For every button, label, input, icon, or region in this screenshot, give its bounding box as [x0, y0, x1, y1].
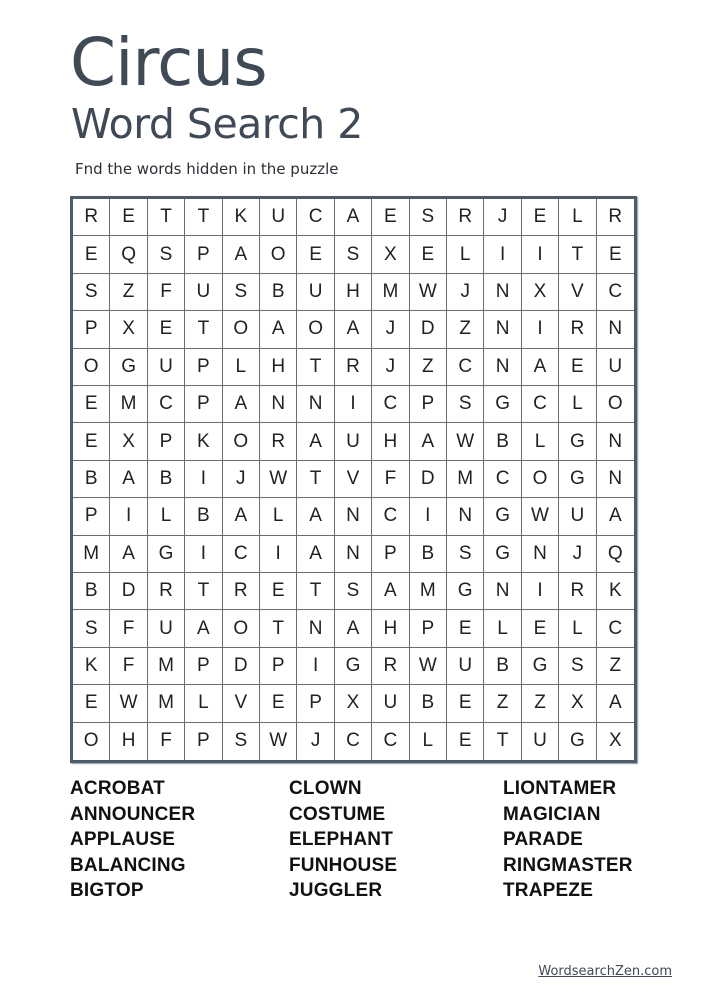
grid-cell: K — [73, 648, 110, 685]
grid-cell: T — [484, 723, 521, 760]
word-item: ANNOUNCER — [70, 803, 196, 825]
grid-cell: R — [372, 648, 409, 685]
grid-cell: S — [223, 274, 260, 311]
grid-cell: O — [223, 311, 260, 348]
grid-cell: E — [73, 685, 110, 722]
grid-cell: E — [447, 723, 484, 760]
grid-cell: W — [410, 648, 447, 685]
grid-cell: S — [73, 274, 110, 311]
grid-cell: K — [185, 423, 222, 460]
grid-cell: L — [447, 236, 484, 273]
grid-cell: L — [484, 610, 521, 647]
grid-cell: G — [335, 648, 372, 685]
grid-cell: L — [185, 685, 222, 722]
grid-cell: L — [559, 386, 596, 423]
grid-cell: P — [372, 536, 409, 573]
word-item: APPLAUSE — [70, 829, 176, 850]
grid-cell: N — [522, 536, 559, 573]
page-title: Circus — [70, 24, 267, 101]
grid-cell: J — [372, 311, 409, 348]
grid-cell: R — [223, 573, 260, 610]
grid-cell: E — [73, 236, 110, 273]
grid-cell: S — [148, 236, 185, 273]
grid-cell: I — [410, 498, 447, 535]
grid-cell: B — [73, 461, 110, 498]
instructions-text: Fnd the words hidden in the puzzle — [75, 160, 339, 178]
grid-cell: X — [110, 423, 147, 460]
grid-cell: J — [297, 723, 334, 760]
grid-cell: J — [223, 461, 260, 498]
grid-cell: X — [608, 730, 622, 752]
grid-cell: O — [223, 610, 260, 647]
grid-cell: A — [223, 386, 260, 423]
grid-cell: I — [185, 461, 222, 498]
grid-cell: A — [223, 498, 260, 535]
grid-cell: A — [335, 610, 372, 647]
word-item: ELEPHANT — [289, 829, 393, 850]
grid-cell: T — [297, 461, 334, 498]
grid-cell: L — [559, 199, 596, 236]
grid-cell: A — [597, 685, 634, 722]
grid-cell: T — [260, 610, 297, 647]
grid-cell: N — [597, 423, 634, 460]
grid-cell: P — [185, 236, 222, 273]
grid-cell: I — [484, 236, 521, 273]
grid-cell: Z — [410, 349, 447, 386]
grid-cell: W — [110, 685, 147, 722]
grid-cell: L — [260, 498, 297, 535]
word-item: FUNHOUSE — [289, 854, 398, 876]
grid-cell: F — [110, 648, 147, 685]
grid-cell: Z — [110, 274, 147, 311]
grid-cell: R — [335, 349, 372, 386]
grid-cell: A — [335, 311, 372, 348]
grid-cell: I — [522, 311, 559, 348]
grid-cell: U — [447, 648, 484, 685]
grid-cell: O — [297, 311, 334, 348]
page-subtitle: Word Search 2 — [71, 100, 363, 148]
grid-cell: Z — [522, 685, 559, 722]
grid-cell: Z — [484, 685, 521, 722]
grid-cell: O — [260, 236, 297, 273]
grid-cell: I — [297, 648, 334, 685]
grid-cell: A — [522, 349, 559, 386]
grid-cell: O — [597, 386, 634, 423]
word-item: MAGICIAN — [503, 803, 601, 825]
grid-cell: G — [148, 536, 185, 573]
puzzle-grid-frame — [70, 196, 637, 763]
grid-cell: R — [73, 199, 110, 236]
grid-cell: H — [372, 610, 409, 647]
grid-cell: G — [559, 423, 596, 460]
grid-cell: I — [522, 573, 559, 610]
grid-cell: U — [597, 349, 634, 386]
grid-cell: Z — [447, 311, 484, 348]
grid-cell: U — [372, 685, 409, 722]
grid-cell: H — [110, 723, 147, 760]
word-item: BALANCING — [70, 854, 186, 876]
grid-cell: L — [410, 723, 447, 760]
grid-cell: U — [522, 723, 559, 760]
grid-cell: F — [110, 610, 147, 647]
grid-cell: J — [447, 274, 484, 311]
grid-cell: T — [297, 573, 334, 610]
grid-cell: T — [185, 199, 222, 236]
grid-cell: G — [522, 648, 559, 685]
grid-cell: E — [447, 685, 484, 722]
grid-cell: E — [522, 199, 559, 236]
grid-cell: X — [335, 685, 372, 722]
grid-cell: G — [484, 386, 521, 423]
grid-cell: L — [522, 423, 559, 460]
grid-cell: A — [185, 610, 222, 647]
grid-cell: G — [484, 498, 521, 535]
word-list-column-3 — [503, 776, 633, 904]
grid-cell: B — [410, 536, 447, 573]
grid-cell: E — [148, 311, 185, 348]
grid-cell: W — [410, 274, 447, 311]
grid-cell: B — [410, 685, 447, 722]
word-item: ACROBAT — [70, 778, 165, 799]
grid-cell: A — [335, 199, 372, 236]
grid-cell: R — [447, 199, 484, 236]
grid-cell: F — [372, 461, 409, 498]
puzzle-grid — [73, 199, 634, 760]
grid-cell: T — [185, 311, 222, 348]
grid-cell: N — [297, 386, 334, 423]
grid-cell: E — [522, 610, 559, 647]
grid-cell: P — [185, 648, 222, 685]
grid-cell: B — [484, 648, 521, 685]
grid-cell: N — [484, 274, 521, 311]
word-item: RINGMASTER — [503, 854, 633, 876]
grid-cell: G — [484, 536, 521, 573]
word-item: PARADE — [503, 829, 584, 850]
grid-cell: E — [597, 236, 634, 273]
grid-cell: A — [597, 498, 634, 535]
grid-cell: E — [260, 573, 297, 610]
grid-cell: O — [73, 349, 110, 386]
grid-cell: E — [73, 386, 110, 423]
grid-cell: U — [260, 199, 297, 236]
grid-cell: A — [110, 461, 147, 498]
grid-cell: S — [73, 610, 110, 647]
grid-cell: V — [335, 461, 372, 498]
grid-cell: B — [185, 498, 222, 535]
grid-cell: D — [223, 648, 260, 685]
grid-cell: G — [559, 461, 596, 498]
grid-cell: C — [522, 386, 559, 423]
grid-cell: R — [148, 573, 185, 610]
grid-cell: E — [410, 236, 447, 273]
grid-cell: W — [260, 723, 297, 760]
grid-cell: B — [148, 461, 185, 498]
grid-cell: N — [484, 349, 521, 386]
grid-cell: E — [372, 199, 409, 236]
grid-cell: N — [335, 498, 372, 535]
grid-cell: N — [335, 536, 372, 573]
grid-cell: P — [73, 311, 110, 348]
grid-cell: P — [73, 498, 110, 535]
grid-cell: A — [372, 573, 409, 610]
word-item: BIGTOP — [70, 880, 144, 901]
grid-cell: M — [148, 685, 185, 722]
grid-cell: Q — [597, 536, 634, 573]
grid-cell: F — [148, 274, 185, 311]
grid-cell: C — [447, 349, 484, 386]
grid-cell: F — [148, 723, 185, 760]
grid-cell: P — [410, 386, 447, 423]
grid-cell: S — [447, 386, 484, 423]
grid-cell: U — [185, 274, 222, 311]
grid-cell: S — [223, 723, 260, 760]
grid-cell: N — [447, 498, 484, 535]
grid-cell: X — [110, 311, 147, 348]
grid-cell: X — [522, 274, 559, 311]
word-item: LIONTAMER — [503, 778, 617, 799]
grid-cell: C — [297, 199, 334, 236]
grid-cell: T — [297, 349, 334, 386]
grid-cell: M — [410, 573, 447, 610]
grid-cell: B — [73, 573, 110, 610]
grid-cell: T — [185, 573, 222, 610]
grid-cell: W — [260, 461, 297, 498]
grid-cell: A — [260, 311, 297, 348]
grid-cell: M — [447, 461, 484, 498]
grid-cell: C — [597, 274, 634, 311]
grid-cell: C — [372, 723, 409, 760]
grid-cell: B — [484, 423, 521, 460]
grid-cell: I — [185, 536, 222, 573]
grid-cell: U — [148, 349, 185, 386]
grid-cell: D — [410, 311, 447, 348]
grid-cell: B — [260, 274, 297, 311]
grid-cell: W — [522, 498, 559, 535]
grid-cell: O — [73, 723, 110, 760]
grid-cell: P — [185, 386, 222, 423]
grid-cell: O — [522, 461, 559, 498]
grid-cell: A — [297, 536, 334, 573]
grid-cell: C — [223, 536, 260, 573]
grid-cell: S — [335, 573, 372, 610]
grid-cell: P — [410, 610, 447, 647]
grid-cell: O — [223, 423, 260, 460]
grid-cell: M — [372, 274, 409, 311]
grid-cell: C — [597, 610, 634, 647]
word-item: TRAPEZE — [503, 880, 594, 901]
grid-cell: G — [559, 723, 596, 760]
grid-cell: C — [484, 461, 521, 498]
grid-cell: A — [297, 498, 334, 535]
word-list — [0, 776, 707, 906]
grid-cell: N — [597, 461, 634, 498]
grid-cell: S — [335, 236, 372, 273]
grid-cell: C — [372, 498, 409, 535]
grid-cell: G — [110, 349, 147, 386]
grid-cell: R — [559, 311, 596, 348]
grid-cell: P — [185, 723, 222, 760]
grid-cell: N — [484, 573, 521, 610]
grid-cell: H — [260, 349, 297, 386]
word-item: CLOWN — [289, 778, 362, 799]
grid-cell: E — [260, 685, 297, 722]
grid-cell: R — [559, 573, 596, 610]
grid-cell: E — [297, 236, 334, 273]
grid-cell: Z — [597, 648, 634, 685]
grid-cell: U — [148, 610, 185, 647]
grid-cell: E — [73, 423, 110, 460]
grid-cell: I — [260, 536, 297, 573]
word-list-column-2 — [289, 776, 397, 904]
grid-cell: A — [223, 236, 260, 273]
word-list-column-1 — [70, 776, 195, 904]
grid-cell: U — [559, 498, 596, 535]
grid-cell: A — [297, 423, 334, 460]
grid-cell: S — [410, 199, 447, 236]
grid-cell: E — [110, 199, 147, 236]
grid-cell: I — [335, 386, 372, 423]
grid-cell: T — [559, 236, 596, 273]
grid-cell: E — [559, 349, 596, 386]
grid-cell: T — [148, 199, 185, 236]
grid-cell: M — [110, 386, 147, 423]
grid-cell: V — [559, 274, 596, 311]
grid-cell: J — [372, 349, 409, 386]
grid-cell: P — [260, 648, 297, 685]
grid-cell: N — [597, 311, 634, 348]
grid-cell: N — [484, 311, 521, 348]
grid-cell: R — [260, 423, 297, 460]
grid-cell: P — [148, 423, 185, 460]
grid-cell: X — [559, 685, 596, 722]
grid-cell: X — [372, 236, 409, 273]
grid-cell: K — [597, 573, 634, 610]
grid-cell: E — [447, 610, 484, 647]
grid-cell: S — [559, 648, 596, 685]
grid-cell: Q — [110, 236, 147, 273]
grid-cell: K — [223, 199, 260, 236]
grid-cell: D — [410, 461, 447, 498]
grid-cell: A — [110, 536, 147, 573]
grid-cell: G — [447, 573, 484, 610]
grid-cell: P — [185, 349, 222, 386]
website-link[interactable]: WordsearchZen.com — [538, 964, 672, 979]
grid-cell: H — [335, 274, 372, 311]
grid-cell: M — [148, 648, 185, 685]
grid-cell: N — [297, 610, 334, 647]
grid-cell: C — [335, 723, 372, 760]
grid-cell: I — [110, 498, 147, 535]
grid-cell: N — [260, 386, 297, 423]
grid-cell: U — [335, 423, 372, 460]
grid-cell: S — [447, 536, 484, 573]
grid-cell: A — [410, 423, 447, 460]
grid-cell: P — [297, 685, 334, 722]
grid-cell: L — [223, 349, 260, 386]
grid-cell: C — [148, 386, 185, 423]
grid-cell: L — [148, 498, 185, 535]
grid-cell: M — [73, 536, 110, 573]
grid-cell: C — [372, 386, 409, 423]
grid-cell: J — [484, 199, 521, 236]
grid-cell: V — [223, 685, 260, 722]
word-item: COSTUME — [289, 803, 386, 825]
grid-cell: L — [559, 610, 596, 647]
grid-cell: D — [110, 573, 147, 610]
grid-cell: H — [372, 423, 409, 460]
word-item: JUGGLER — [289, 880, 383, 901]
grid-cell: W — [447, 423, 484, 460]
grid-cell: R — [597, 199, 634, 236]
grid-cell: U — [297, 274, 334, 311]
grid-cell: I — [522, 236, 559, 273]
grid-cell: J — [559, 536, 596, 573]
